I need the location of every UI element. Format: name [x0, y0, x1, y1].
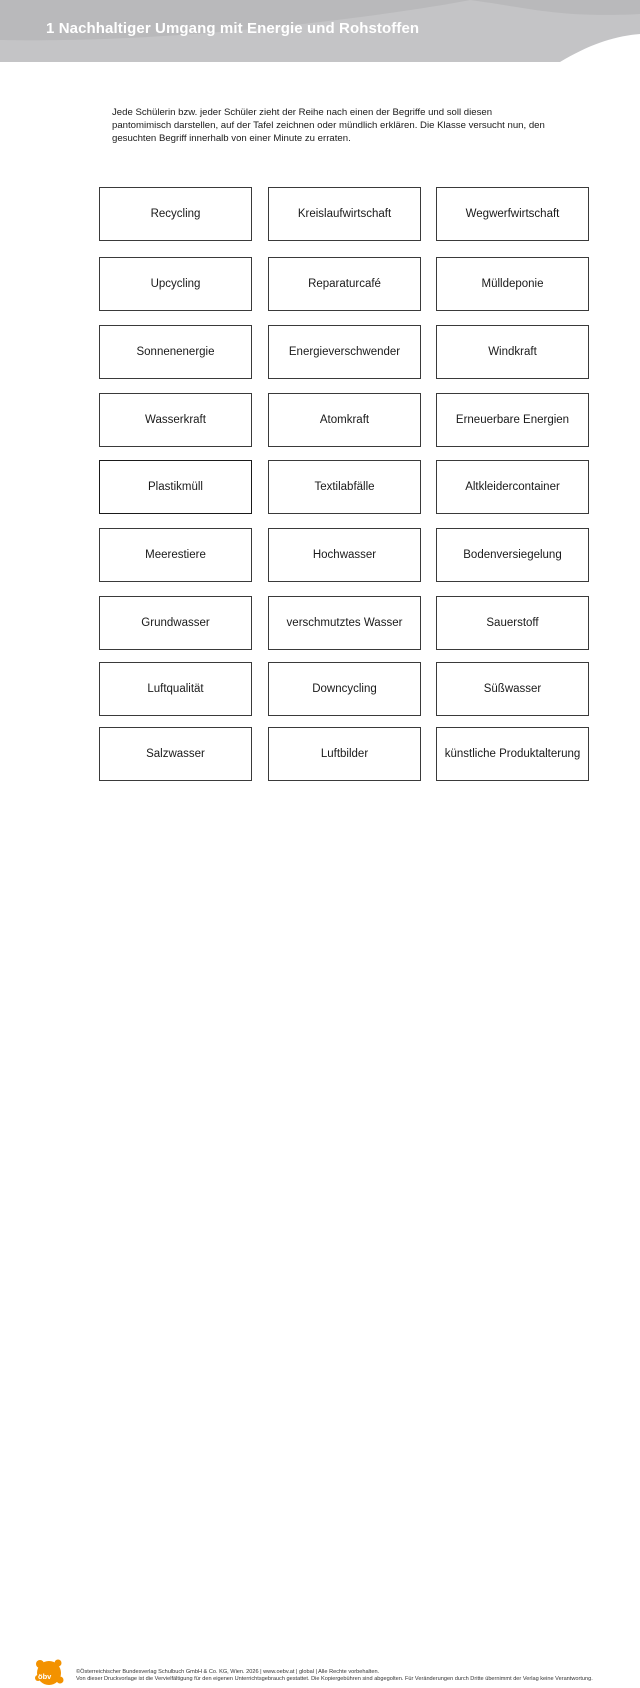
term-card: künstliche Produktalterung — [436, 727, 589, 781]
term-card: Hochwasser — [268, 528, 421, 582]
term-card: Süßwasser — [436, 662, 589, 716]
term-card: Reparaturcafé — [268, 257, 421, 311]
term-card: Erneuerbare Energien — [436, 393, 589, 447]
term-card: Grundwasser — [99, 596, 252, 650]
copyright-line: ©Österreichischer Bundesverlag Schulbuch GmbH & Co. KG, Wien. 2026 | www.oebv.at | global | Alle Rechte vorbehalten. — [76, 1669, 380, 1675]
term-card: Recycling — [99, 187, 252, 241]
instructions-text: Jede Schülerin bzw. jeder Schüler zieht der Reihe nach einen der Begriffe und soll diesen pantomimisch darstellen, auf der Tafel zeichnen oder mündlich erklären. Die Klasse versucht nun, den gesuchten Begriff innerhalb von einer Minute zu erraten. — [112, 107, 545, 144]
term-card: Kreislaufwirtschaft — [268, 187, 421, 241]
term-card: Luftqualität — [99, 662, 252, 716]
term-card: Wegwerfwirtschaft — [436, 187, 589, 241]
term-card: Sonnenenergie — [99, 325, 252, 379]
term-card: Meerestiere — [99, 528, 252, 582]
publisher-logo-text: öbv — [38, 1672, 52, 1681]
term-card: Salzwasser — [99, 727, 252, 781]
term-card: Altkleidercontainer — [436, 460, 589, 514]
page-header — [0, 0, 640, 62]
term-card: Luftbilder — [268, 727, 421, 781]
term-card: Mülldeponie — [436, 257, 589, 311]
term-card: Energieverschwender — [268, 325, 421, 379]
term-card: Textilabfälle — [268, 460, 421, 514]
term-card: Wasserkraft — [99, 393, 252, 447]
term-card: Windkraft — [436, 325, 589, 379]
page-footer — [0, 826, 640, 1682]
term-card: Atomkraft — [268, 393, 421, 447]
term-card: Bodenversiegelung — [436, 528, 589, 582]
term-card: Upcycling — [99, 257, 252, 311]
page-title: 1 Nachhaltiger Umgang mit Energie und Rohstoffen — [46, 20, 420, 37]
term-card: Downcycling — [268, 662, 421, 716]
term-card: verschmutztes Wasser — [268, 596, 421, 650]
usage-notice-line: Von dieser Druckvorlage ist die Vervielfältigung für den eigenen Unterrichtsgebrauch gestattet. Die Kopiergebühren sind abgegolten. Für Veränderungen durch Dritte übernimmt der Verlag keine Verantwortung. — [76, 1676, 593, 1682]
term-card: Sauerstoff — [436, 596, 589, 650]
term-card: Plastikmüll — [99, 460, 252, 514]
copyright-notice — [76, 1669, 596, 1683]
